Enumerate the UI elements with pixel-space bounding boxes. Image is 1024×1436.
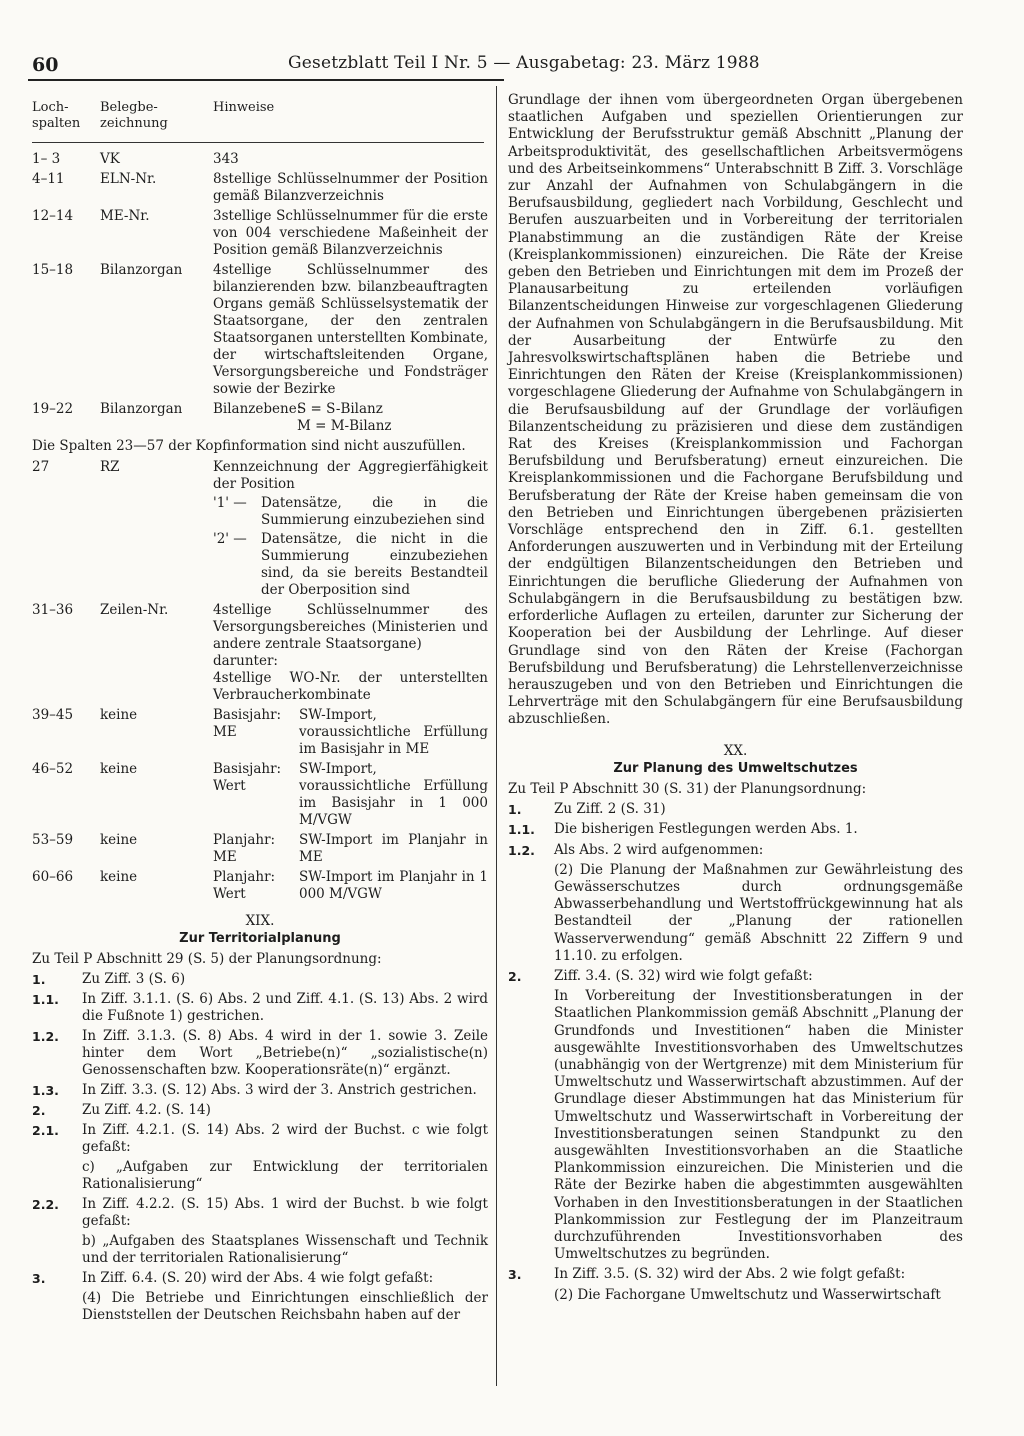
cell-spalten: 4–11 [32, 171, 65, 187]
right-column [508, 92, 963, 1304]
cell-hinweis [213, 869, 488, 903]
code-label: '2' — [213, 531, 247, 547]
item-text: Zu Ziff. 3 (S. 6) [82, 971, 186, 987]
continuation-text: Grundlage der ihnen vom übergeordneten Organ übergebenen staatlichen Aufgaben und speziellen Orientierungen zur Entwicklung der Berufsstruktur gemäß Abschnitt „Planung der Arbeitsproduktivität, des gesellschaftlichen Arbeitsvermögens und des Arbeitseinkommens“ Unterabschnitt B Ziff. 3. Vorschläge zur Anzahl der Aufnahmen von Schulabgängern in die Berufsausbildung, gegliedert nach Vorbildung, Geschlecht und Berufen auszuarbeiten und in Vorbereitung der territorialen Planabstimmung an die zuständigen Räte der Kreise (Kreisplankommissionen) einzureichen. Die Räte der Kreise geben den Betrieben und Einrichtungen mit dem im Prozeß der Planausarbeitung zu erteilenden vorläufigen Bilanzentscheidungen Hinweise zur vorgeschlagenen Gliederung der Aufnahmen von Schulabgängern in die Berufsausbildung. Mit der Ausarbeitung der Entwürfe zu den Jahresvolkswirtschaftsplänen haben die Betriebe und Einrichtungen den Räten der Kreise (Kreisplankommissionen) vorgeschlagene Gliederung der Aufnahme von Schulabgängern in die Berufsausbildung auf der Grundlage der vorläufigen Bilanzentscheidung zu präzisieren und diese dem zuständigen Rat des Kreises (Kreisplankommission und Fachorgan Berufsbildung und Berufsberatung) erneut einzureichen. Die Kreisplankommissionen und die Fachorgane Berufsbildung und Berufsberatung der Räte der Kreise haben gemeinsam die von den Betrieben und Einrichtungen übergebenen präzisierten Vorschläge entsprechend den in Ziff. 6.1. gestellten Anforderungen auszuwerten und in Verbindung mit der Erteilung der endgültigen Bilanzentscheidungen den Betrieben und Einrichtungen die berufliche Gliederung der Aufnahmen von Schulabgängern in die Berufsausbildung zu bestätigen bzw. erforderliche Auflagen zu erteilen, darunter zur Sicherung der Kooperation bei der Ausbildung der Lehrlinge. Auf dieser Grundlage sind von den Räten der Kreise (Fachorgan Berufsbildung und Berufsberatung) die Lehrstellenverzeichnisse herauszugeben und von den Betrieben und Einrichtungen die Lehrverträge mit den Schulabgängern für eine Berufsausbildung abzuschließen. [508, 92, 963, 728]
section-title: Zur Planung des Umweltschutzes [613, 760, 858, 776]
item-text: Zu Ziff. 2 (S. 31) [554, 801, 666, 818]
list-item [508, 862, 963, 965]
item-text: In Ziff. 4.2.2. (S. 15) Abs. 1 wird der Buchst. b wie folgt gefaßt: [82, 1196, 488, 1229]
item-number [32, 1159, 82, 1193]
item-number: 3. [508, 1267, 522, 1283]
cell-bezeichnung: Bilanzorgan [100, 262, 183, 278]
page-number: 60 [32, 54, 59, 76]
item-number [508, 1287, 554, 1304]
item-number [508, 862, 554, 965]
list-item [508, 842, 963, 859]
cell-hinweis [213, 707, 488, 758]
item-text: Die bisherigen Festlegungen werden Abs. 1. [554, 821, 858, 838]
jahr-label: Planjahr: ME [213, 832, 276, 865]
section-items [32, 971, 488, 1324]
item-text: Zu Ziff. 4.2. (S. 14) [82, 1102, 211, 1118]
cell-spalten: 19–22 [32, 401, 74, 417]
table-row [32, 832, 488, 866]
cell-hinweis: 3stellige Schlüsselnummer für die erste von 004 verschiedene Maßeinheit der Position gemäß Bilanzverzeichnis [213, 208, 488, 258]
item-text: Als Abs. 2 wird aufgenommen: [554, 841, 764, 858]
jahr-value: SW-Import, voraussichtliche Erfüllung im Basisjahr in 1 000 M/VGW [299, 761, 488, 828]
left-column [32, 92, 488, 1324]
cell-bezeichnung: Zeilen-Nr. [100, 602, 169, 618]
bilanzebene-label: Bilanzebene: [213, 401, 302, 417]
list-item [508, 801, 963, 818]
code-desc: Datensätze, die in die Summierung einzubeziehen sind [261, 495, 488, 528]
item-text: c) „Aufgaben zur Entwicklung der territorialen Rationalisierung“ [82, 1159, 488, 1192]
list-item [508, 1266, 963, 1283]
cell-hinweis: 343 [213, 151, 239, 167]
item-text: (2) Die Planung der Maßnahmen zur Gewährleistung des Gewässerschutzes durch ordnungsgemäße Abwasserbehandlung und Wertstoffrückgewinnung hat als Bestandteil der „Planung der rationellen Wasserverwendung“ gemäß Abschnitt 22 Ziffern 9 und 11.10. zu erfolgen. [554, 861, 963, 964]
cell-spalten: 27 [32, 459, 50, 475]
table-row [32, 262, 488, 398]
cell-hinweis: 4stellige Schlüsselnummer des bilanzierenden bzw. bilanzbeauftragten Organs gemäß Schlüsselsystematik der Staatsorgane, der den zentralen Staatsorganen unterstellten Kombinate, der wirtschaftsleitenden Organe, Versorgungsbereiche und Fondsträger sowie der Bezirke [213, 262, 488, 397]
list-item [32, 1082, 488, 1099]
item-number: 1.2. [32, 1029, 59, 1044]
item-text: (2) Die Fachorgane Umweltschutz und Wasserwirtschaft [554, 1286, 941, 1303]
item-number [32, 1233, 82, 1267]
item-text: Ziff. 3.4. (S. 32) wird wie folgt gefaßt: [554, 967, 813, 984]
jahr-label: Basisjahr: ME [213, 707, 282, 740]
cell-bezeichnung: Bilanzorgan [100, 401, 183, 417]
list-item [508, 1287, 963, 1304]
section-items [508, 801, 963, 1304]
list-item [32, 1122, 488, 1156]
bilanzebene-m: M = M-Bilanz [297, 418, 392, 434]
table-row [32, 459, 488, 599]
hinweis-darunter: darunter: [213, 653, 278, 669]
item-number: 1.1. [32, 992, 59, 1007]
item-number: 1.3. [32, 1083, 59, 1098]
cell-hinweis [213, 832, 488, 866]
table-row [32, 602, 488, 704]
item-number [32, 1290, 82, 1324]
jahr-label: Planjahr: Wert [213, 869, 276, 902]
note-spalten: Die Spalten 23—57 der Kopfinformation sind nicht auszufüllen. [32, 438, 466, 454]
header-hinweise: Hinweise [213, 100, 275, 115]
cell-bezeichnung: keine [100, 832, 138, 848]
code-desc: Datensätze, die nicht in die Summierung einzubeziehen sind, da sie bereits Bestandteil der Oberposition sind [261, 531, 488, 598]
code-label: '1' — [213, 495, 247, 511]
table-row [32, 208, 488, 259]
cell-hinweis [213, 602, 488, 704]
jahr-label: Basisjahr: Wert [213, 761, 282, 794]
item-text: In Ziff. 3.5. (S. 32) wird der Abs. 2 wie folgt gefaßt: [554, 1266, 906, 1283]
list-item [32, 971, 488, 988]
table-row [32, 869, 488, 903]
table-row [32, 171, 488, 205]
item-text: In Ziff. 3.1.1. (S. 6) Abs. 2 und Ziff. 4.1. (S. 13) Abs. 2 wird die Fußnote 1) gestrichen. [82, 991, 488, 1024]
cell-bezeichnung: RZ [100, 459, 120, 475]
list-item [508, 968, 963, 985]
cell-hinweis [213, 761, 488, 829]
item-number: 1.1. [508, 822, 535, 838]
cell-spalten: 15–18 [32, 262, 74, 278]
cell-spalten: 53–59 [32, 832, 74, 848]
item-number: 1. [32, 972, 46, 987]
cell-hinweis: 8stellige Schlüsselnummer der Position gemäß Bilanzverzeichnis [213, 171, 488, 204]
list-item [32, 1196, 488, 1230]
item-text: In Ziff. 4.2.1. (S. 14) Abs. 2 wird der Buchst. c wie folgt gefaßt: [82, 1122, 488, 1155]
item-text: In Vorbereitung der Investitionsberatungen in der Staatlichen Plankommission gemäß Abschnitt „Planung der Grundfonds und Investitionen“ haben die Minister ausgewählte Investitionsvorhaben des Umweltschutzes (unabhängig von der Wertgrenze) mit dem Ministerium für Umweltschutz und Wasserwirtschaft abzustimmen. Auf der Grundlage dieser Abstimmungen hat das Ministerium für Umweltschutz und Wasserwirtschaft in Vorbereitung der Investitionsberatungen seinen Standpunkt zu den ausgewählten Investitionsvorhaben an die Staatliche Plankommission einzureichen. Die Ministerien und die Räte der Bezirke haben die abgestimmten ausgewählten Vorhaben in den Investitionsberatungen in der Staatlichen Plankommission zur Festlegung der im Planzeitraum durchzuführenden Investitionsvorhaben des Umweltschutzes zu begründen. [554, 988, 963, 1263]
table-row [32, 707, 488, 758]
item-number: 2.1. [32, 1123, 59, 1138]
list-item [32, 1028, 488, 1079]
item-number [508, 988, 554, 1263]
section-number: XIX. [245, 913, 275, 929]
cell-spalten: 12–14 [32, 208, 74, 224]
cell-spalten: 39–45 [32, 707, 74, 723]
cell-bezeichnung: VK [100, 151, 120, 167]
item-text: (4) Die Betriebe und Einrichtungen einschließlich der Dienststellen der Deutschen Reichsbahn haben auf der [82, 1290, 488, 1323]
jahr-value: SW-Import im Planjahr in ME [299, 832, 488, 865]
table-header-rule [32, 142, 484, 143]
column-divider [496, 86, 497, 1386]
item-number: 2. [32, 1103, 46, 1118]
cell-bezeichnung: keine [100, 869, 138, 885]
cell-spalten: 46–52 [32, 761, 74, 777]
header-belegbezeichnung: Belegbe- zeichnung [100, 100, 168, 131]
item-number: 3. [32, 1271, 46, 1286]
list-item [32, 1233, 488, 1267]
item-text: b) „Aufgaben des Staatsplanes Wissenschaft und Technik und der territorialen Rationalisierung“ [82, 1233, 488, 1266]
item-text: In Ziff. 3.1.3. (S. 8) Abs. 4 wird in der 1. sowie 3. Zeile hinter dem Wort „Betriebe(n)“ „sozialistische(n) Genossenschaften bzw. Kooperationsräte(n)“ ergänzt. [82, 1028, 488, 1078]
item-text: In Ziff. 3.3. (S. 12) Abs. 3 wird der 3. Anstrich gestrichen. [82, 1082, 477, 1098]
item-number: 2. [508, 968, 522, 984]
cell-bezeichnung: keine [100, 707, 138, 723]
list-item [32, 1270, 488, 1287]
bilanzebene-s: S = S-Bilanz [297, 401, 383, 417]
cell-bezeichnung: keine [100, 761, 138, 777]
cell-hinweis [213, 401, 488, 435]
item-number: 1. [508, 802, 522, 818]
cell-bezeichnung: ELN-Nr. [100, 171, 157, 187]
hinweis-wo-nr: 4stellige WO-Nr. der unterstellten Verbraucherkombinate [213, 670, 488, 703]
list-item [508, 821, 963, 838]
jahr-value: SW-Import, voraussichtliche Erfüllung im Basisjahr in ME [299, 707, 488, 757]
list-item [32, 991, 488, 1025]
table-header [32, 92, 488, 142]
section-intro: Zu Teil P Abschnitt 29 (S. 5) der Planungsordnung: [32, 951, 382, 967]
list-item [32, 1159, 488, 1193]
cell-bezeichnung: ME-Nr. [100, 208, 150, 224]
hinweis-text: Kennzeichnung der Aggregierfähigkeit der Position [213, 459, 488, 492]
cell-hinweis [213, 459, 488, 599]
header-lochspalten: Loch- spalten [32, 100, 81, 131]
table-row [32, 151, 488, 168]
list-item [32, 1290, 488, 1324]
running-header: Gesetzblatt Teil I Nr. 5 — Ausgabetag: 23. März 1988 [288, 53, 760, 73]
item-number: 1.2. [508, 842, 535, 858]
table-row [32, 401, 488, 435]
section-title: Zur Territorialplanung [179, 931, 341, 946]
jahr-value: SW-Import im Planjahr in 1 000 M/VGW [299, 869, 488, 902]
header-rule [28, 79, 504, 81]
cell-spalten: 60–66 [32, 869, 74, 885]
section-intro: Zu Teil P Abschnitt 30 (S. 31) der Planungsordnung: [508, 780, 867, 797]
item-number: 2.2. [32, 1197, 59, 1212]
section-number: XX. [723, 742, 748, 759]
item-text: In Ziff. 6.4. (S. 20) wird der Abs. 4 wie folgt gefaßt: [82, 1270, 434, 1286]
cell-spalten: 1– 3 [32, 151, 61, 167]
list-item [508, 988, 963, 1263]
cell-spalten: 31–36 [32, 602, 74, 618]
table-row [32, 761, 488, 829]
list-item [32, 1102, 488, 1119]
hinweis-text: 4stellige Schlüsselnummer des Versorgungsbereiches (Ministerien und andere zentrale Staatsorgane) [213, 602, 488, 652]
